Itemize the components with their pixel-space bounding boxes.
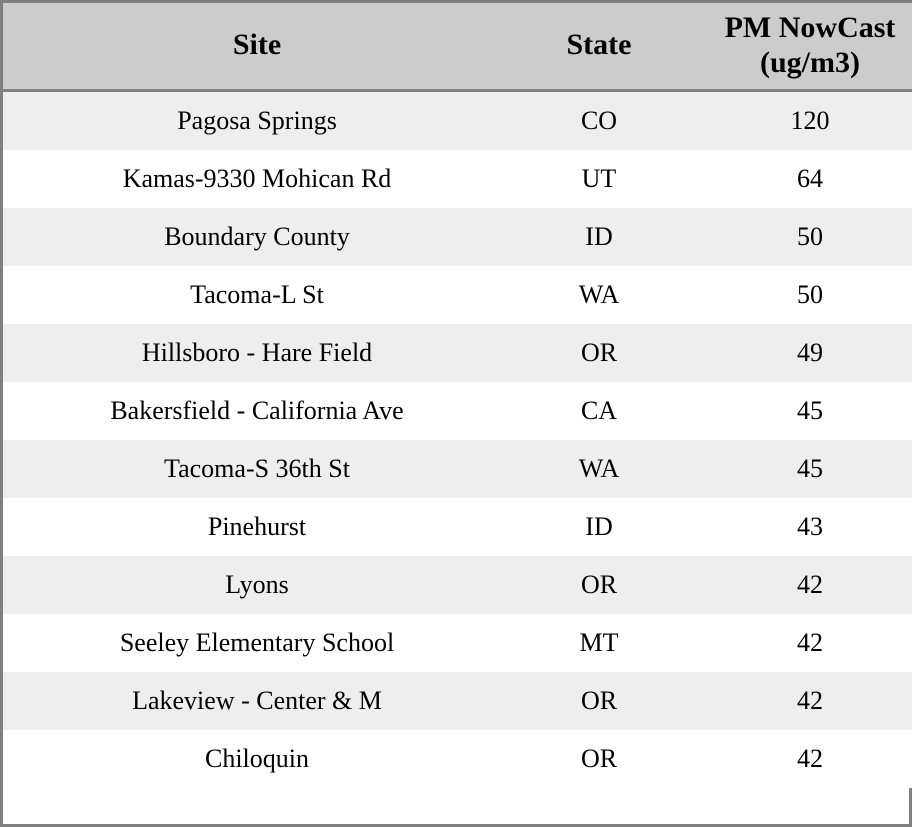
cell-site: Pinehurst bbox=[207, 511, 307, 541]
cell-site: Seeley Elementary School bbox=[119, 627, 395, 657]
cell-state: OR bbox=[580, 685, 618, 715]
column-header-site: Site bbox=[3, 3, 511, 90]
table-row bbox=[3, 498, 912, 556]
cell-state: ID bbox=[585, 511, 613, 541]
cell-pm-nowcast: 42 bbox=[797, 743, 823, 773]
table-row bbox=[3, 614, 912, 672]
cell-pm-nowcast: 42 bbox=[797, 569, 823, 599]
cell-pm-nowcast: 45 bbox=[797, 453, 823, 483]
cell-state: OR bbox=[580, 569, 618, 599]
cell-state: CA bbox=[580, 395, 618, 425]
table-row bbox=[3, 266, 912, 324]
column-header-state: State bbox=[511, 3, 687, 90]
table-header-row bbox=[3, 3, 912, 90]
table-row bbox=[3, 672, 912, 730]
table-row bbox=[3, 324, 912, 382]
cell-site: Hillsboro - Hare Field bbox=[141, 337, 373, 367]
table-row bbox=[3, 382, 912, 440]
cell-site: Lakeview - Center & M bbox=[132, 685, 382, 715]
cell-pm-nowcast: 120 bbox=[790, 105, 830, 135]
cell-site: Boundary County bbox=[164, 221, 350, 251]
table-row bbox=[3, 208, 912, 266]
table-body bbox=[3, 90, 912, 788]
cell-state: ID bbox=[585, 221, 613, 251]
cell-pm-nowcast: 50 bbox=[797, 279, 823, 309]
cell-pm-nowcast: 50 bbox=[797, 221, 823, 251]
cell-site: Chiloquin bbox=[204, 743, 309, 773]
cell-pm-nowcast: 45 bbox=[797, 395, 823, 425]
cell-state: WA bbox=[578, 453, 620, 483]
cell-pm-nowcast: 42 bbox=[797, 627, 823, 657]
air-quality-table bbox=[3, 3, 912, 788]
table-row bbox=[3, 556, 912, 614]
cell-state: MT bbox=[579, 627, 619, 657]
cell-site: Lyons bbox=[225, 569, 289, 599]
cell-state: CO bbox=[580, 105, 618, 135]
table-row bbox=[3, 150, 912, 208]
column-header-pm-nowcast: PM NowCast (ug/m3) bbox=[687, 3, 912, 90]
cell-site: Bakersfield - California Ave bbox=[110, 395, 404, 425]
table-row bbox=[3, 730, 912, 788]
cell-state: UT bbox=[581, 163, 617, 193]
cell-state: WA bbox=[578, 279, 620, 309]
cell-pm-nowcast: 64 bbox=[797, 163, 823, 193]
cell-state: OR bbox=[580, 743, 618, 773]
cell-state: OR bbox=[580, 337, 618, 367]
cell-pm-nowcast: 43 bbox=[797, 511, 823, 541]
table-row bbox=[3, 90, 912, 150]
cell-site: Tacoma-L St bbox=[190, 279, 324, 309]
table-header bbox=[3, 3, 912, 90]
cell-site: Kamas-9330 Mohican Rd bbox=[122, 163, 392, 193]
cell-pm-nowcast: 49 bbox=[797, 337, 823, 367]
cell-pm-nowcast: 42 bbox=[797, 685, 823, 715]
table-row bbox=[3, 440, 912, 498]
cell-site: Tacoma-S 36th St bbox=[164, 453, 350, 483]
cell-site: Pagosa Springs bbox=[177, 105, 337, 135]
